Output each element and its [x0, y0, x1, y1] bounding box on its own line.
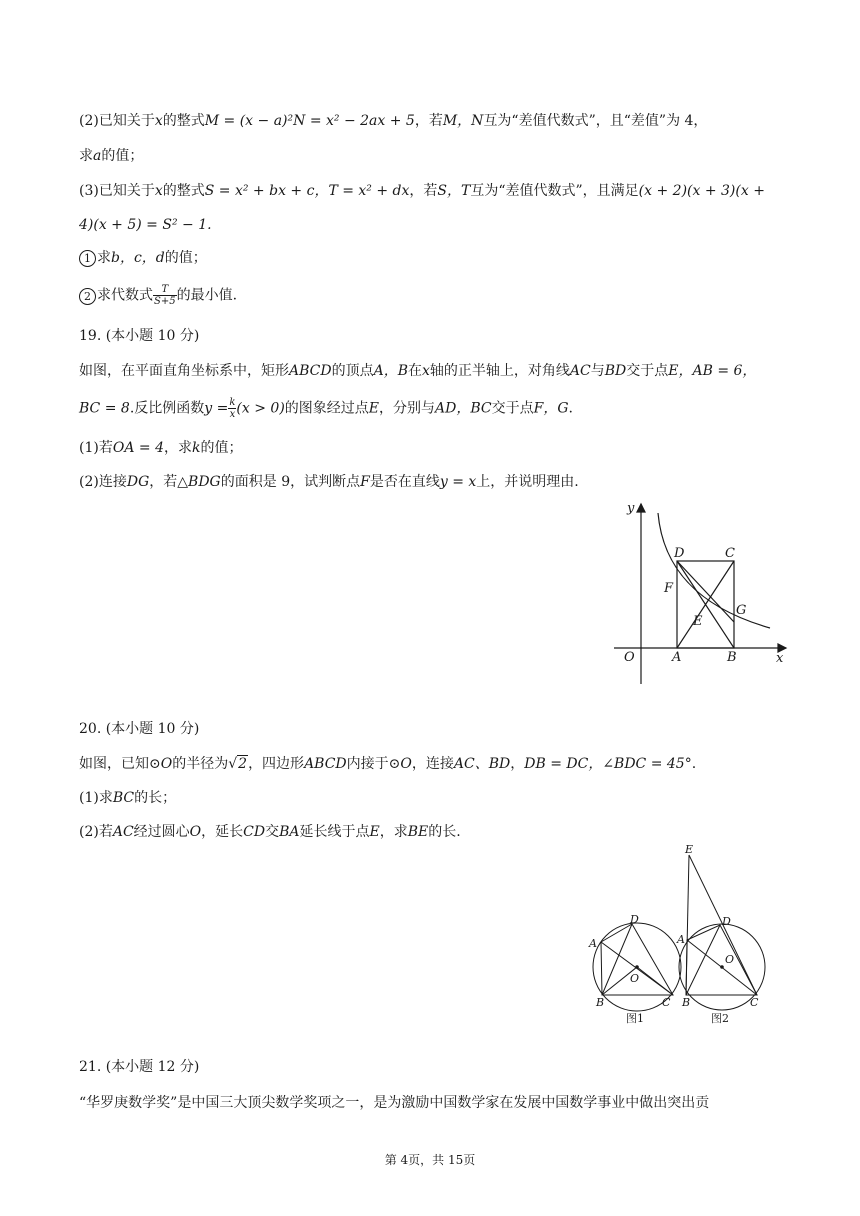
circled-number-icon: 1	[79, 250, 96, 267]
q19-coordinate-figure	[600, 492, 800, 690]
q20-header: 20. (本小题 10 分)	[79, 721, 200, 737]
label-f: F	[664, 581, 674, 596]
hyperbola-curve	[658, 513, 770, 628]
q20-subq2: (2)若AC经过圆心O，延长CD交BA延长线于点E，求BE的长.	[79, 824, 461, 840]
fig2-label-b: B	[682, 996, 691, 1009]
fig1-label-a: A	[589, 937, 597, 950]
q19-line1: 如图，在平面直角坐标系中，矩形ABCD的顶点A，B在x轴的正半轴上，对角线AC与BD交于点E，AB = 6，	[79, 363, 757, 379]
sqrt-two: √2	[228, 756, 248, 772]
fig1-label-c: C	[662, 996, 671, 1009]
label-x: x	[776, 651, 784, 666]
fig2-label-a: A	[677, 933, 685, 946]
fig1-center-dot	[635, 965, 639, 969]
label-a: A	[672, 650, 682, 665]
fig1-label-d: D	[630, 913, 639, 926]
q19-header: 19. (本小题 10 分)	[79, 328, 200, 344]
q18-subq2: 2 求代数式 $\frac{T}{S+5}$ 的最小值.	[79, 284, 237, 307]
fig2-quadrilateral	[686, 925, 757, 995]
fig1-label-o: O	[630, 972, 640, 985]
fig2-center-dot	[720, 965, 724, 969]
q18-part2-line2: 求a的值；	[79, 148, 144, 164]
q21-header: 21. (本小题 12 分)	[79, 1059, 200, 1075]
fig1-caption: 图1	[626, 1012, 644, 1025]
q19-subq2: (2)连接DG，若△BDG的面积是 9，试判断点F是否在直线y = x上，并说明理由.	[79, 474, 579, 490]
label-c: C	[725, 546, 735, 561]
fig2-label-e: E	[685, 843, 694, 856]
fig1-radius-oc	[637, 967, 673, 995]
fig2-label-d: D	[722, 915, 731, 928]
q19-line2: BC = 8.反比例函数y = $\frac{k}{x}$ (x > 0)的图象经过点E，分别与AD，BC交于点F，G.	[79, 397, 573, 420]
q18-part3-line2: 4)(x + 5) = S² − 1.	[79, 217, 212, 233]
fraction-t-over-s5: $\frac{T}{S+5}$	[154, 284, 176, 307]
q18-subq1: 1 求b，c，d的值；	[79, 247, 207, 269]
label-o: O	[624, 650, 635, 665]
label-e: E	[693, 614, 703, 629]
q20-line1: 如图，已知⊙O的半径为√2，四边形ABCD内接于⊙O，连接AC、BD，DB = DC，∠BDC = 45°.	[79, 753, 696, 775]
fig2-caption: 图2	[711, 1012, 729, 1025]
fig1-label-b: B	[596, 996, 605, 1009]
fig2-label-c: C	[750, 996, 759, 1009]
fig2-diagonal-bd	[686, 925, 720, 995]
segment-dg	[677, 561, 734, 622]
q20-circle-figures	[580, 840, 776, 1030]
q20-subq1: (1)求BC的长；	[79, 790, 177, 806]
label-b: B	[727, 650, 737, 665]
q21-line1: “华罗庚数学奖”是中国三大顶尖数学奖项之一，是为激励中国数学家在发展中国数学事业中做出突出贡	[79, 1095, 710, 1111]
fraction-k-over-x: $\frac{k}{x}$	[229, 397, 236, 420]
q19-subq1: (1)若OA = 4，求k的值；	[79, 440, 243, 456]
page-footer: 第 4页，共 15页	[384, 1153, 476, 1167]
circled-number-icon: 2	[79, 288, 96, 305]
q18-part3-line1: (3)已知关于x的整式S = x² + bx + c，T = x² + dx，若S，T互为“差值代数式”，且满足(x + 2)(x + 3)(x +	[79, 183, 765, 199]
label-y: y	[627, 501, 635, 516]
fig2-label-o: O	[725, 953, 735, 966]
q18-part2-line1: (2)已知关于x的整式M = (x − a)²N = x² − 2ax + 5，若M，N互为“差值代数式”，且“差值”为 4，	[79, 113, 708, 129]
label-d: D	[674, 546, 685, 561]
label-g: G	[736, 603, 747, 618]
y-axis-arrow-icon	[637, 504, 645, 512]
